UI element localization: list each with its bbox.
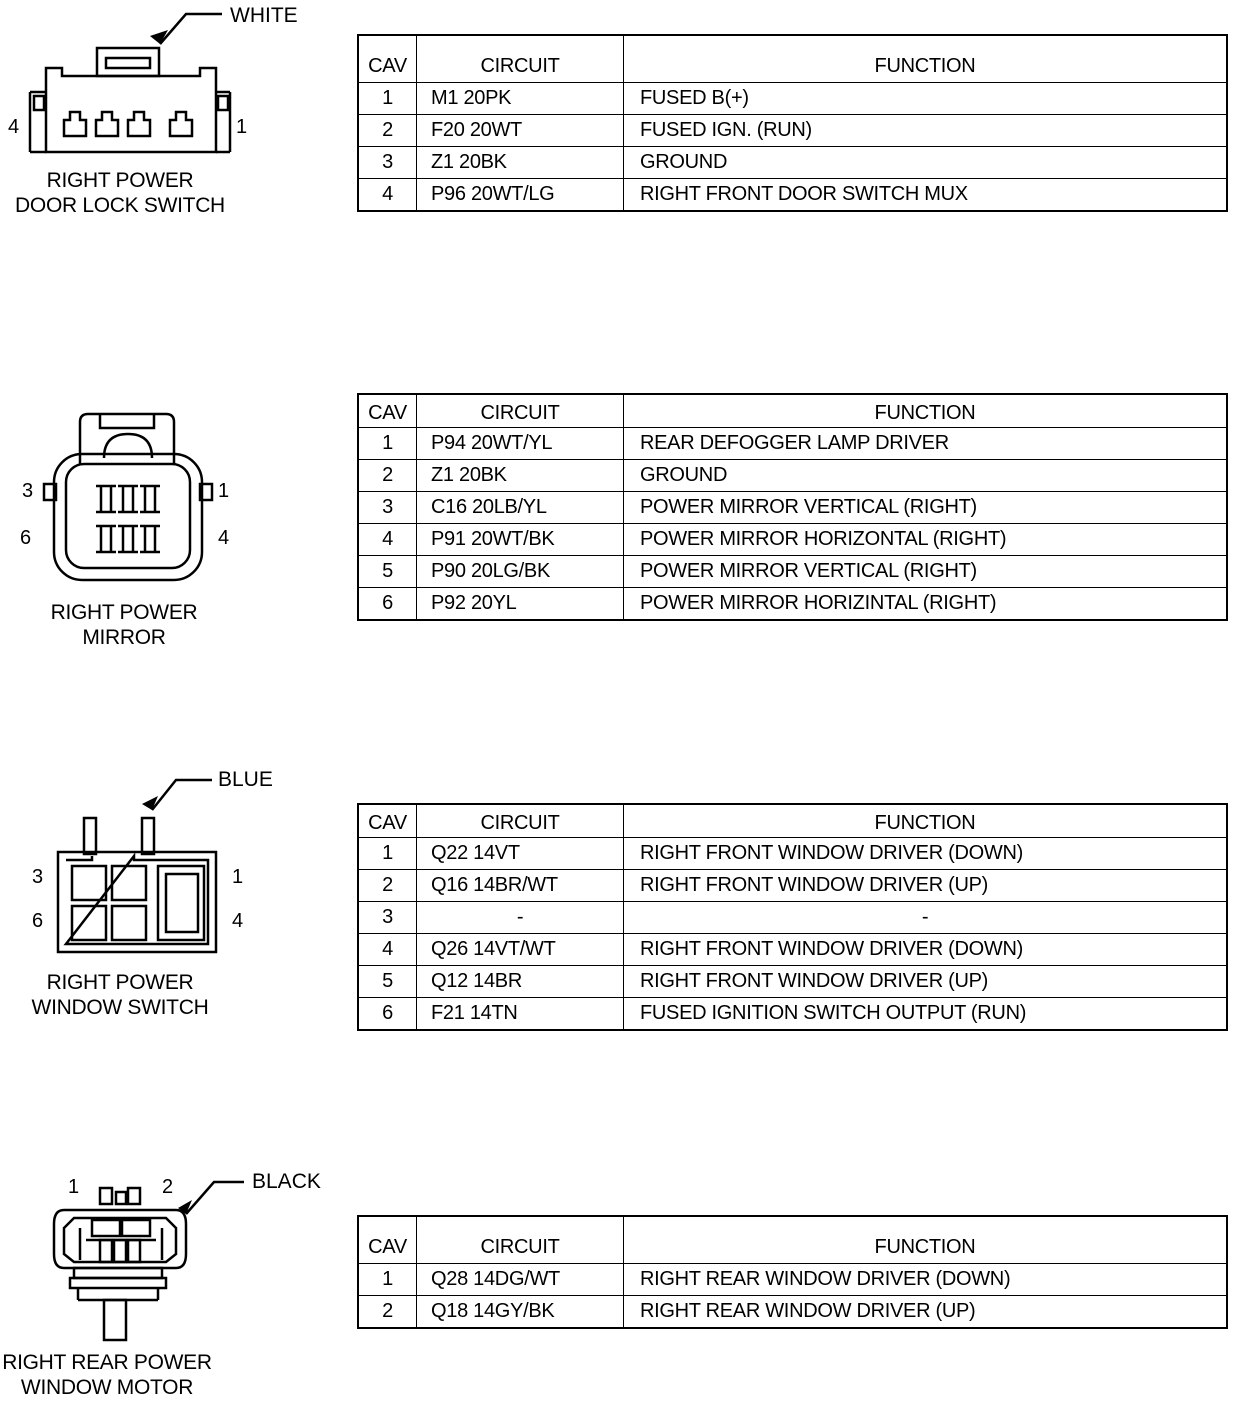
pin-label: 6	[32, 910, 44, 932]
table-row	[358, 524, 1227, 556]
circuit-cell: -	[417, 902, 624, 934]
table-row	[358, 870, 1227, 902]
table-row	[358, 556, 1227, 588]
circuit-cell: Z1 20BK	[417, 147, 624, 179]
connector-name-line: RIGHT REAR POWER	[2, 1351, 212, 1374]
pin-label: 1	[232, 866, 244, 888]
circuit-cell: Q12 14BR	[417, 966, 624, 998]
table-row	[358, 1296, 1227, 1329]
pinout-table-power-mirror	[357, 393, 1228, 621]
function-cell: REAR DEFOGGER LAMP DRIVER	[624, 428, 1228, 460]
pinout-table-door-lock-switch	[357, 34, 1228, 212]
door-lock-switch-connector-icon	[0, 0, 300, 160]
table-row	[358, 1264, 1227, 1296]
table-row	[358, 966, 1227, 998]
cav-cell: 2	[358, 870, 417, 902]
header-function: FUNCTION	[624, 394, 1228, 428]
circuit-cell: P96 20WT/LG	[417, 179, 624, 212]
pin-label: 3	[22, 480, 34, 502]
function-cell: POWER MIRROR VERTICAL (RIGHT)	[624, 556, 1228, 588]
function-cell: POWER MIRROR HORIZONTAL (RIGHT)	[624, 524, 1228, 556]
circuit-cell: Q26 14VT/WT	[417, 934, 624, 966]
pin-label: 1	[236, 116, 248, 138]
cav-cell: 3	[358, 902, 417, 934]
connector-name	[0, 970, 240, 1020]
pin-label: 3	[32, 866, 44, 888]
connector-name	[4, 600, 244, 650]
header-cav: CAV	[358, 35, 417, 83]
pin-label: 4	[8, 116, 20, 138]
table-row	[358, 83, 1227, 115]
function-cell: -	[624, 902, 1228, 934]
circuit-cell: P92 20YL	[417, 588, 624, 621]
pinout-table-window-switch	[357, 803, 1228, 1031]
circuit-cell: Q28 14DG/WT	[417, 1264, 624, 1296]
function-cell: RIGHT REAR WINDOW DRIVER (DOWN)	[624, 1264, 1228, 1296]
cav-cell: 2	[358, 1296, 417, 1329]
connector-name-line: RIGHT POWER	[46, 971, 194, 994]
table-header-row	[358, 804, 1227, 838]
connector-name-line: WINDOW SWITCH	[31, 996, 209, 1019]
table-row	[358, 838, 1227, 870]
function-cell: RIGHT FRONT DOOR SWITCH MUX	[624, 179, 1228, 212]
cav-cell: 4	[358, 179, 417, 212]
table-row	[358, 492, 1227, 524]
connector-name	[0, 1350, 214, 1400]
connector-color-label: BLACK	[252, 1170, 321, 1193]
circuit-cell: C16 20LB/YL	[417, 492, 624, 524]
table-row	[358, 998, 1227, 1031]
table-row	[358, 460, 1227, 492]
cav-cell: 4	[358, 524, 417, 556]
cav-cell: 3	[358, 492, 417, 524]
function-cell: FUSED B(+)	[624, 83, 1228, 115]
function-cell: POWER MIRROR VERTICAL (RIGHT)	[624, 492, 1228, 524]
pin-label: 4	[232, 910, 244, 932]
header-cav: CAV	[358, 1216, 417, 1264]
cav-cell: 3	[358, 147, 417, 179]
table-header-row	[358, 1216, 1227, 1264]
cav-cell: 6	[358, 588, 417, 621]
header-cav: CAV	[358, 394, 417, 428]
header-function: FUNCTION	[624, 35, 1228, 83]
header-circuit: CIRCUIT	[417, 394, 624, 428]
cav-cell: 6	[358, 998, 417, 1031]
table-header-row	[358, 35, 1227, 83]
rear-window-motor-connector-icon	[0, 1170, 260, 1350]
circuit-cell: P91 20WT/BK	[417, 524, 624, 556]
header-circuit: CIRCUIT	[417, 804, 624, 838]
table-row	[358, 588, 1227, 621]
function-cell: RIGHT FRONT WINDOW DRIVER (DOWN)	[624, 838, 1228, 870]
cav-cell: 1	[358, 83, 417, 115]
table-row	[358, 428, 1227, 460]
circuit-cell: M1 20PK	[417, 83, 624, 115]
table-row	[358, 934, 1227, 966]
cav-cell: 1	[358, 1264, 417, 1296]
cav-cell: 2	[358, 115, 417, 147]
circuit-cell: P94 20WT/YL	[417, 428, 624, 460]
cav-cell: 2	[358, 460, 417, 492]
cav-cell: 1	[358, 428, 417, 460]
circuit-cell: Z1 20BK	[417, 460, 624, 492]
connector-name-line: RIGHT POWER	[46, 169, 194, 192]
pin-label: 1	[68, 1176, 80, 1198]
header-function: FUNCTION	[624, 804, 1228, 838]
connector-color-label: BLUE	[218, 768, 273, 791]
cav-cell: 4	[358, 934, 417, 966]
function-cell: RIGHT FRONT WINDOW DRIVER (UP)	[624, 870, 1228, 902]
connector-name-line: WINDOW MOTOR	[20, 1376, 194, 1399]
cav-cell: 5	[358, 966, 417, 998]
circuit-cell: Q16 14BR/WT	[417, 870, 624, 902]
table-header-row	[358, 394, 1227, 428]
circuit-cell: Q18 14GY/BK	[417, 1296, 624, 1329]
function-cell: RIGHT REAR WINDOW DRIVER (UP)	[624, 1296, 1228, 1329]
header-circuit: CIRCUIT	[417, 35, 624, 83]
circuit-cell: P90 20LG/BK	[417, 556, 624, 588]
cav-cell: 1	[358, 838, 417, 870]
function-cell: FUSED IGN. (RUN)	[624, 115, 1228, 147]
pin-label: 6	[20, 527, 32, 549]
function-cell: POWER MIRROR HORIZINTAL (RIGHT)	[624, 588, 1228, 621]
circuit-cell: F21 14TN	[417, 998, 624, 1031]
table-row	[358, 115, 1227, 147]
connector-name	[0, 168, 240, 218]
connector-name-line: RIGHT POWER	[50, 601, 198, 624]
circuit-cell: F20 20WT	[417, 115, 624, 147]
connector-name-line: DOOR LOCK SWITCH	[15, 194, 225, 217]
connector-color-label: WHITE	[230, 4, 298, 27]
table-row	[358, 147, 1227, 179]
cav-cell: 5	[358, 556, 417, 588]
table-row	[358, 902, 1227, 934]
header-function: FUNCTION	[624, 1216, 1228, 1264]
header-circuit: CIRCUIT	[417, 1216, 624, 1264]
connector-name-line: MIRROR	[82, 626, 166, 649]
circuit-cell: Q22 14VT	[417, 838, 624, 870]
pin-label: 2	[162, 1176, 174, 1198]
header-cav: CAV	[358, 804, 417, 838]
pinout-table-rear-window-motor	[357, 1215, 1228, 1329]
function-cell: GROUND	[624, 147, 1228, 179]
pin-label: 4	[218, 527, 230, 549]
function-cell: RIGHT FRONT WINDOW DRIVER (UP)	[624, 966, 1228, 998]
function-cell: GROUND	[624, 460, 1228, 492]
table-row	[358, 179, 1227, 212]
function-cell: RIGHT FRONT WINDOW DRIVER (DOWN)	[624, 934, 1228, 966]
function-cell: FUSED IGNITION SWITCH OUTPUT (RUN)	[624, 998, 1228, 1031]
pin-label: 1	[218, 480, 230, 502]
